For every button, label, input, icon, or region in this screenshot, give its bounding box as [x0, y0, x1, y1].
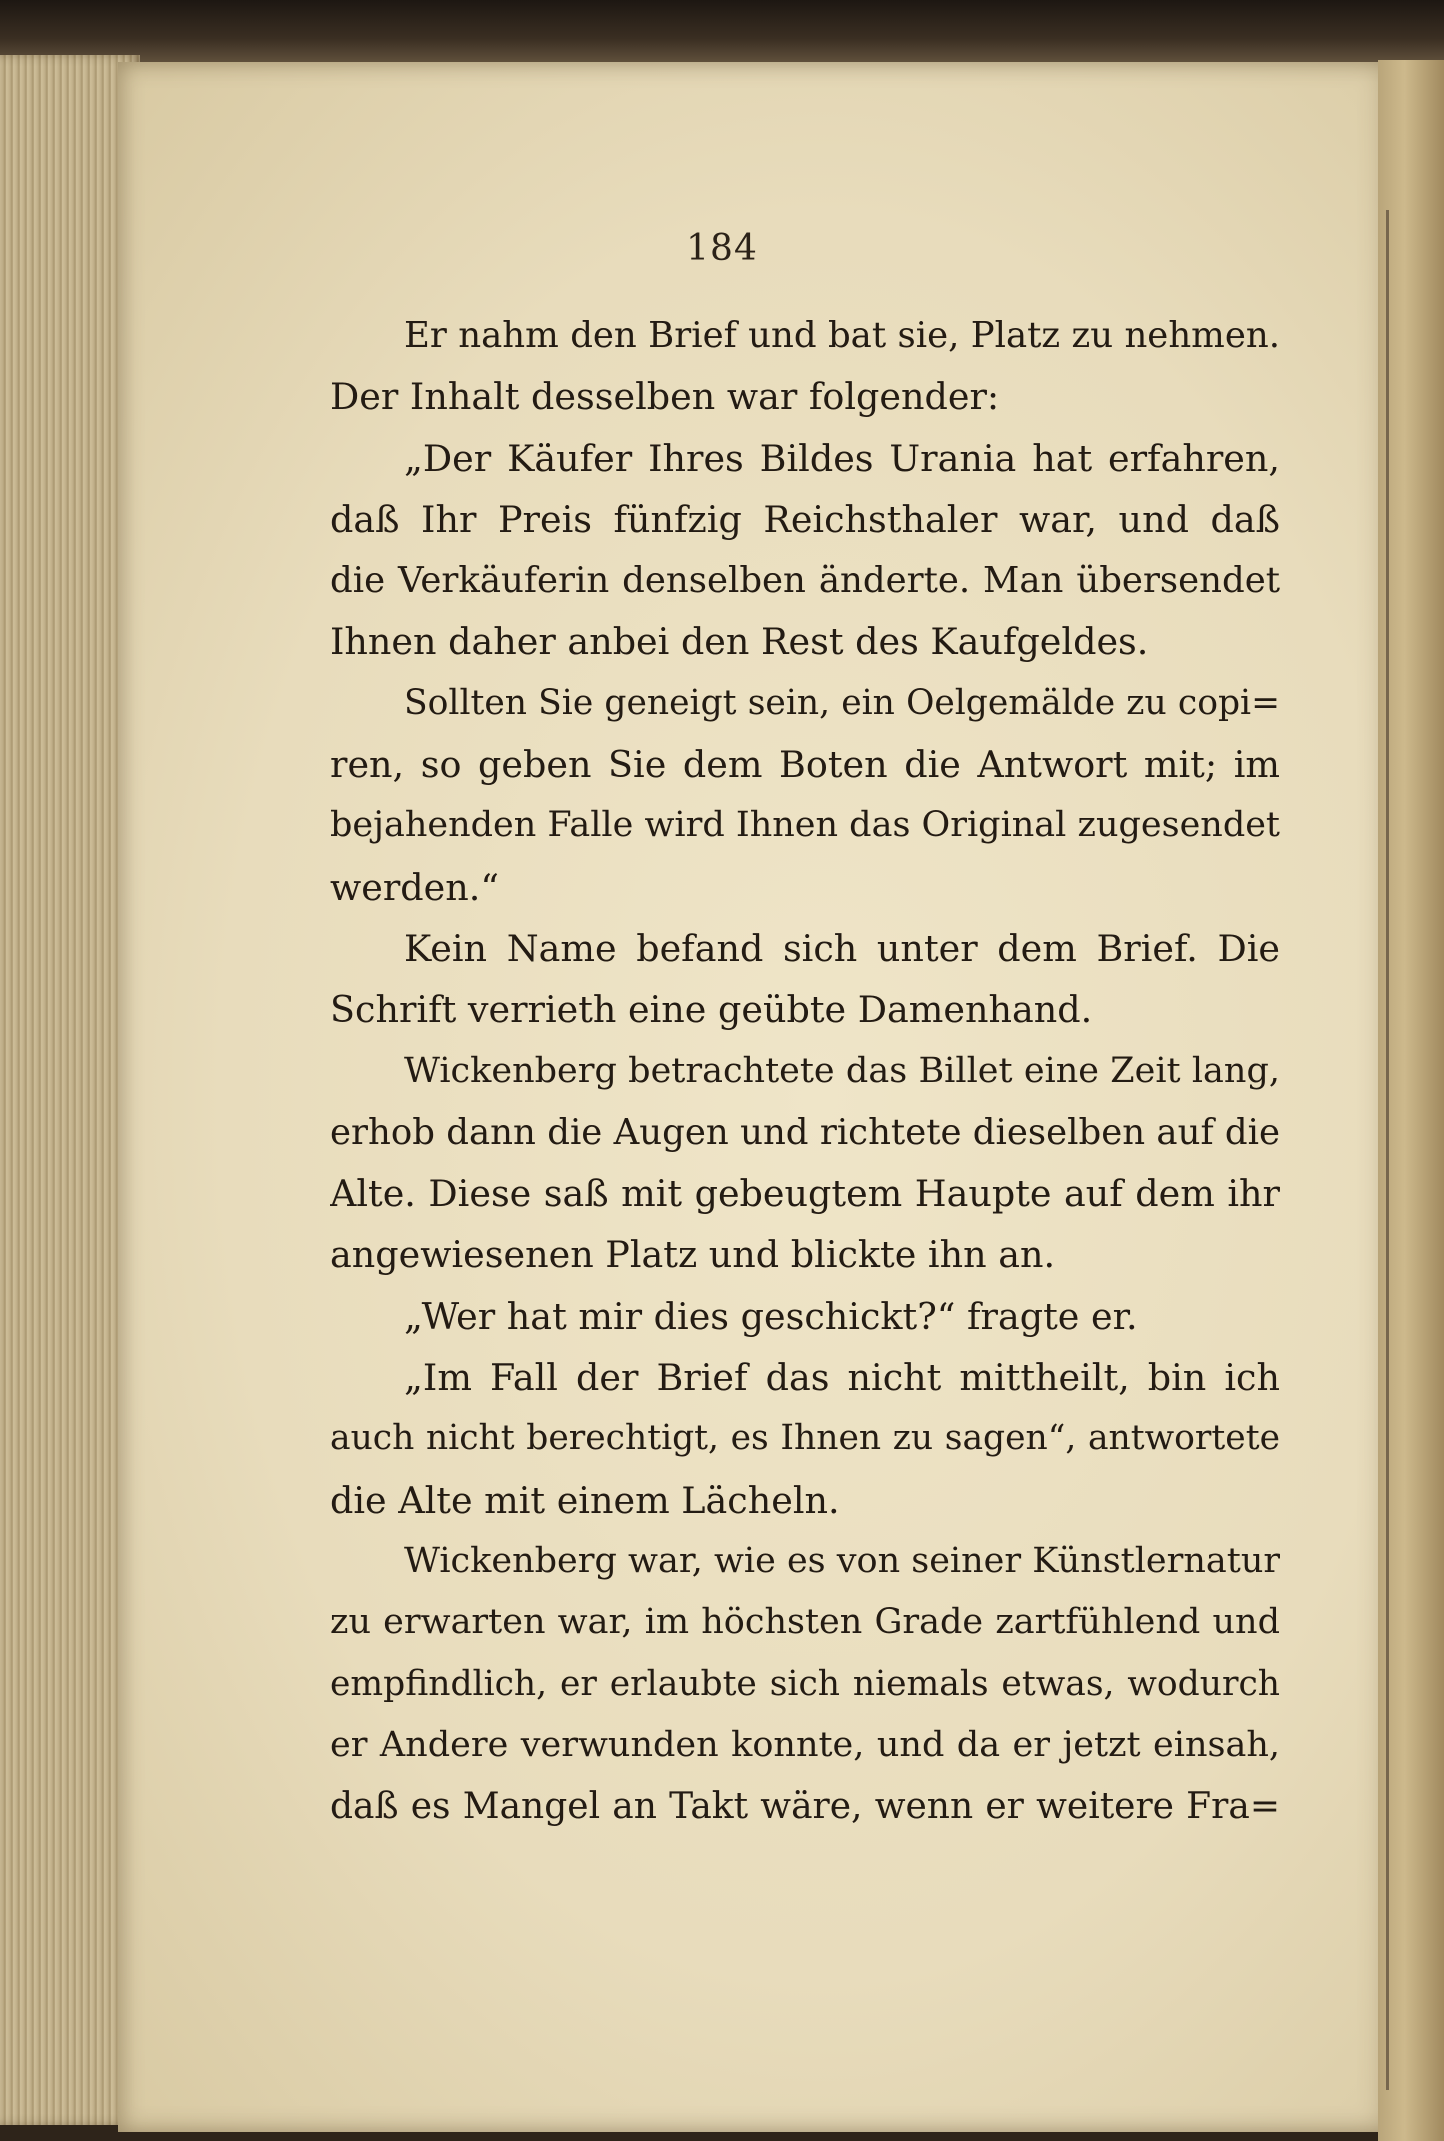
text-line: daß es Mangel an Takt wäre, wenn er weitere Fra= [330, 1786, 1280, 1828]
gutter-shadow-line [1386, 210, 1389, 2090]
text-line: angewiesenen Platz und blickte ihn an. [330, 1233, 1056, 1277]
page-number: 184 [686, 228, 758, 269]
text-line: Kein Name befand sich unter dem Brief. Die [404, 926, 1280, 970]
text-line: Er nahm den Brief und bat sie, Platz zu nehmen. [404, 315, 1280, 356]
text-line: Wickenberg betrachtete das Billet eine Zeit lang, [404, 1050, 1280, 1091]
text-line: er Andere verwunden konnte, und da er jetzt einsah, [330, 1724, 1280, 1765]
text-line: zu erwarten war, im höchsten Grade zartfühlend und [330, 1602, 1280, 1643]
text-line: die Verkäuferin denselben änderte. Man übersendet [330, 560, 1280, 602]
text-line: auch nicht berechtigt, es Ihnen zu sagen“, antwortete [330, 1418, 1280, 1459]
text-line: Wickenberg war, wie es von seiner Künstlernatur [404, 1540, 1280, 1581]
text-line: Sollten Sie geneigt sein, ein Oelgemälde zu copi= [404, 682, 1280, 723]
text-line: „Im Fall der Brief das nicht mittheilt, bin ich [404, 1356, 1280, 1400]
text-line: ren, so geben Sie dem Boten die Antwort mit; im [330, 743, 1280, 787]
text-line: die Alte mit einem Lächeln. [330, 1478, 840, 1522]
text-line: Schrift verrieth eine geübte Damenhand. [330, 988, 1093, 1032]
text-line: „Wer hat mir dies geschickt?“ fragte er. [404, 1294, 1138, 1338]
text-line: erhob dann die Augen und richtete dieselben auf die [330, 1111, 1280, 1153]
text-line: Alte. Diese saß mit gebeugtem Haupte auf dem ihr [330, 1172, 1280, 1216]
book-top-edge [0, 0, 1444, 70]
text-line: Ihnen daher anbei den Rest des Kaufgeldes. [330, 620, 1149, 664]
text-line: empfindlich, er erlaubte sich niemals etwas, wodurch [330, 1663, 1280, 1704]
text-line: daß Ihr Preis fünfzig Reichsthaler war, und daß [330, 497, 1280, 541]
text-line: bejahenden Falle wird Ihnen das Original zugesendet [330, 805, 1280, 846]
text-line: werden.“ [330, 865, 500, 909]
text-line: „Der Käufer Ihres Bildes Urania hat erfahren, [404, 436, 1280, 480]
page-text [330, 305, 1280, 1837]
text-line: Der Inhalt desselben war folgender: [330, 375, 1000, 419]
